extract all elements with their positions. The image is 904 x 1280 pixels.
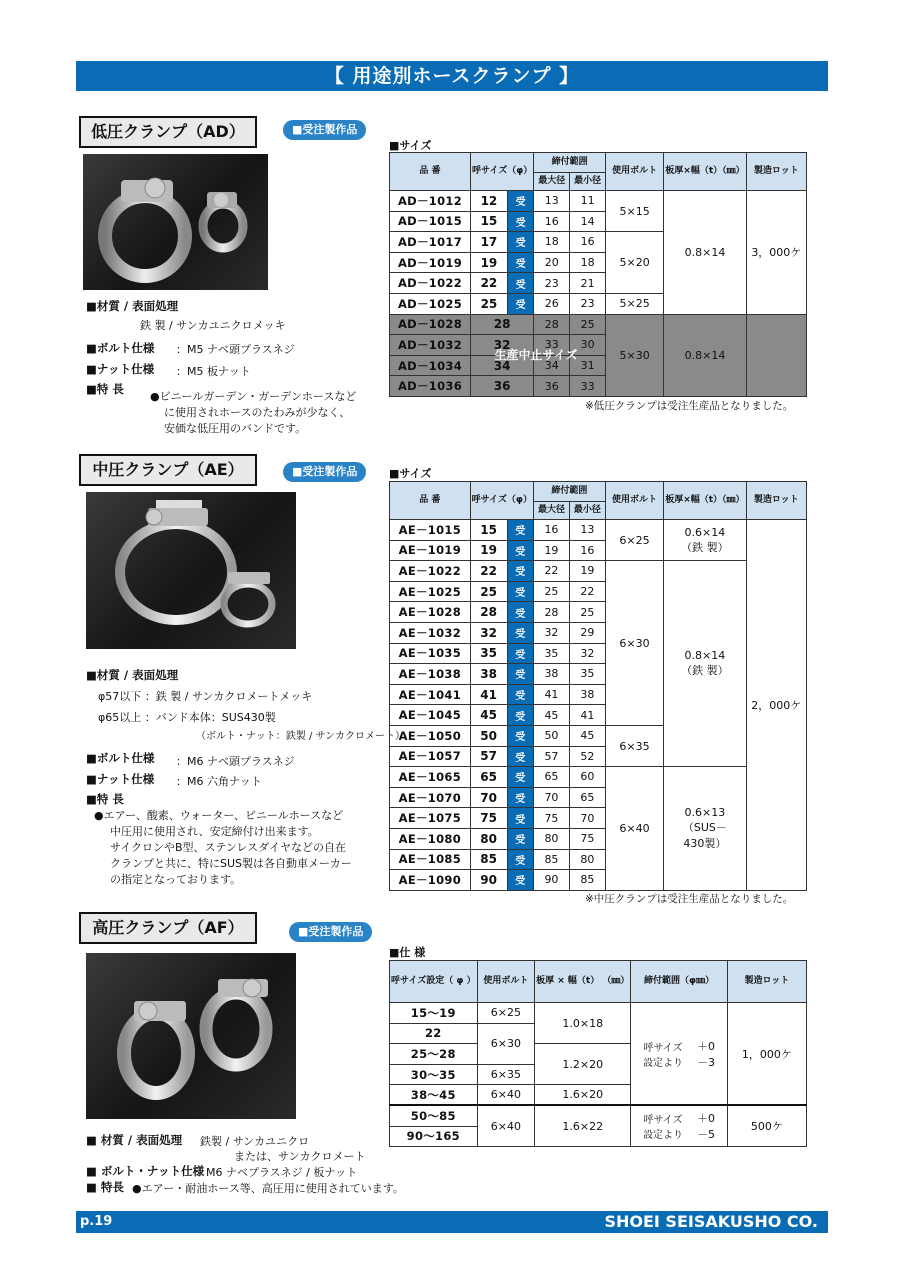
product-code: AD－1025: [390, 293, 471, 314]
product-code: AD－1015: [390, 211, 471, 232]
size-setting: 15～19: [390, 1003, 478, 1024]
order-mark: 受: [507, 293, 533, 314]
af-table: [389, 960, 807, 1147]
order-mark: 受: [507, 767, 533, 788]
ae-h-code: 品 番: [390, 482, 471, 520]
af-material: 鉄製 / サンカユニクロ: [200, 1135, 310, 1148]
table-row: [390, 1105, 807, 1126]
af-h-plate: 板厚 × 幅（t） （㎜）: [535, 961, 631, 1003]
nominal-size: 50: [470, 725, 507, 746]
af-bolt: M6 ナベプラスネジ / 板ナット: [206, 1166, 358, 1179]
min-diameter: 30: [570, 335, 606, 356]
ad-h-size: 呼サイズ（φ）: [470, 153, 533, 191]
tolerance-line: －3: [697, 1055, 716, 1069]
max-diameter: 80: [533, 828, 569, 849]
tolerance-line: ＋0: [697, 1039, 716, 1053]
product-code: AE－1022: [390, 561, 471, 582]
nominal-size: 17: [470, 232, 507, 253]
table-row: [390, 191, 807, 212]
min-diameter: 80: [569, 849, 605, 870]
max-diameter: 57: [533, 746, 569, 767]
af-h-lot: 製造ロット: [727, 961, 806, 1003]
af-feature-label: ■ 特長: [86, 1180, 124, 1194]
ad-nut-label: ■ナット仕様: [86, 362, 155, 376]
nominal-size: 65: [470, 767, 507, 788]
ad-photo: [83, 154, 268, 290]
order-mark: 受: [507, 808, 533, 829]
ae-bolt: ：M6 ナベ頭プラスネジ: [176, 755, 295, 768]
nominal-size: 32: [470, 622, 507, 643]
ae-feature-5: の指定となっております。: [110, 873, 242, 886]
min-diameter: 25: [569, 602, 605, 623]
ae-feature-3: サイクロンやB型、ステンレスダイヤなどの自在: [110, 841, 346, 854]
range-line: 設定より: [643, 1057, 684, 1069]
max-diameter: 38: [533, 664, 569, 685]
min-diameter: 31: [570, 355, 606, 376]
product-code: AE－1032: [390, 622, 471, 643]
min-diameter: 35: [569, 664, 605, 685]
max-diameter: 20: [534, 252, 570, 273]
order-mark: 受: [507, 870, 533, 891]
production-lot: 2，000ケ: [746, 520, 806, 891]
plate-line: 430製）: [683, 836, 727, 850]
order-mark: 受: [507, 622, 533, 643]
ae-table: [389, 481, 807, 891]
min-diameter: 25: [570, 314, 606, 335]
nominal-size: 25: [470, 581, 507, 602]
size-setting: 30～35: [390, 1064, 478, 1085]
min-diameter: 22: [569, 581, 605, 602]
af-photo: [86, 953, 296, 1119]
ae-bolt-label: ■ボルト仕様: [86, 751, 155, 765]
product-code: AE－1057: [390, 746, 471, 767]
ae-material-label: ■材質 / 表面処理: [86, 668, 179, 682]
nominal-size: 15: [470, 520, 507, 541]
min-diameter: 85: [569, 870, 605, 891]
nominal-size: 28: [470, 314, 533, 335]
ae-feature-1: ●エアー、酸素、ウォーター、ビニールホースなど: [94, 809, 344, 822]
min-diameter: 65: [569, 787, 605, 808]
min-diameter: 19: [569, 561, 605, 582]
order-mark: 受: [507, 561, 533, 582]
min-diameter: 29: [569, 622, 605, 643]
nominal-size: 22: [470, 273, 507, 294]
product-code: AD－1028: [390, 314, 471, 335]
ae-feature-4: クランプと共に、特にSUS製は各自動車メーカー: [110, 857, 352, 870]
plate-size: 0.8×14: [664, 191, 746, 315]
company-name: SHOEI SEISAKUSHO CO.: [604, 1212, 818, 1231]
plate-line: 0.6×13: [684, 805, 726, 819]
table-row: [390, 520, 807, 541]
nominal-size: 34: [470, 355, 533, 376]
nominal-size: 36: [470, 376, 533, 397]
size-setting: 25～28: [390, 1044, 478, 1065]
ad-bolt-label: ■ボルト仕様: [86, 341, 155, 355]
order-mark: 受: [507, 725, 533, 746]
ae-h-size: 呼サイズ（φ）: [470, 482, 533, 520]
ae-section-title: 中圧クランプ（AE）: [79, 454, 257, 486]
product-code: AD－1036: [390, 376, 471, 397]
ad-bolt: ：M5 ナベ頭プラスネジ: [176, 343, 295, 356]
product-code: AD－1022: [390, 273, 471, 294]
max-diameter: 13: [534, 191, 570, 212]
min-diameter: 13: [569, 520, 605, 541]
bolt-size: 6×40: [605, 767, 663, 891]
max-diameter: 90: [533, 870, 569, 891]
min-diameter: 52: [569, 746, 605, 767]
ad-note: ※低圧クランプは受注生産品となりました。: [585, 400, 794, 412]
table-row: [390, 767, 807, 788]
max-diameter: 75: [533, 808, 569, 829]
order-mark: 受: [507, 273, 533, 294]
ae-size-label: ■サイズ: [389, 467, 432, 480]
product-code: AE－1050: [390, 725, 471, 746]
ae-nut-label: ■ナット仕様: [86, 772, 155, 786]
order-mark: 受: [507, 191, 533, 212]
max-diameter: 18: [534, 232, 570, 253]
min-diameter: 32: [569, 643, 605, 664]
ae-material-3: （ボルト・ナット：鉄製 / サンカクロメート）: [196, 731, 406, 742]
plate-size: 1.6×22: [535, 1105, 631, 1146]
af-spec-label: ■仕 様: [389, 946, 426, 959]
ad-feature-3: 安価な低圧用のバンドです。: [164, 422, 307, 435]
ae-feature-2: 中圧用に使用され、安定締付け出来ます。: [110, 825, 319, 838]
min-diameter: 23: [570, 293, 606, 314]
ad-h-plate: 板厚×幅（t）（㎜）: [664, 153, 746, 191]
ae-feature-label: ■特 長: [86, 792, 124, 806]
ad-feature-label: ■特 長: [86, 382, 124, 396]
min-diameter: 14: [570, 211, 606, 232]
bolt-size: 6×40: [477, 1085, 535, 1106]
ae-photo: [86, 492, 296, 649]
max-diameter: 23: [534, 273, 570, 294]
ae-h-range: 締付範囲: [533, 482, 605, 502]
ad-section-title: 低圧クランプ（AD）: [79, 116, 257, 148]
max-diameter: 65: [533, 767, 569, 788]
order-mark: 受: [507, 705, 533, 726]
product-code: AE－1065: [390, 767, 471, 788]
ad-material: 鉄 製 / サンカユニクロメッキ: [140, 319, 286, 332]
ad-nut: ：M5 板ナット: [176, 365, 251, 378]
ad-h-min: 最小径: [570, 173, 606, 191]
ae-material-1: φ57以下 ：鉄 製 / サンカクロメートメッキ: [98, 690, 313, 703]
max-diameter: 22: [533, 561, 569, 582]
order-mark: 受: [507, 252, 533, 273]
plate-size: 1.6×20: [535, 1085, 631, 1106]
range-line: 呼サイズ: [643, 1115, 683, 1127]
order-mark: 受: [507, 787, 533, 808]
product-code: AE－1015: [390, 520, 471, 541]
af-h-range: 締付範囲（φ㎜）: [631, 961, 727, 1003]
ad-feature-1: ●ビニールガーデン・ガーデンホースなど: [150, 390, 357, 403]
nominal-size: 90: [470, 870, 507, 891]
bolt-size: 5×20: [606, 232, 664, 294]
order-mark: 受: [507, 211, 533, 232]
nominal-size: 19: [470, 540, 507, 561]
ad-h-code: 品 番: [390, 153, 471, 191]
bolt-size: 6×35: [477, 1064, 535, 1085]
page-footer: [76, 1211, 828, 1233]
af-material-label: ■ 材質 / 表面処理: [86, 1133, 183, 1147]
plate-line: （鉄 製）: [681, 664, 729, 678]
product-code: AE－1025: [390, 581, 471, 602]
max-diameter: 50: [533, 725, 569, 746]
nominal-size: 85: [470, 849, 507, 870]
min-diameter: 75: [569, 828, 605, 849]
min-diameter: 60: [569, 767, 605, 788]
plate-line: （鉄 製）: [681, 540, 729, 554]
bolt-size: 5×25: [606, 293, 664, 314]
ae-material-2: φ65以上 ：バンド本体：SUS430製: [98, 711, 276, 724]
bolt-size: 6×35: [605, 725, 663, 766]
order-mark: 受: [507, 232, 533, 253]
plate-size: [664, 767, 746, 891]
product-code: AE－1038: [390, 664, 471, 685]
min-diameter: 16: [569, 540, 605, 561]
min-diameter: 11: [570, 191, 606, 212]
max-diameter: 36: [534, 376, 570, 397]
min-diameter: 38: [569, 684, 605, 705]
ad-feature-2: に使用されホースのたわみが少なく、: [164, 406, 351, 419]
min-diameter: 18: [570, 252, 606, 273]
max-diameter: 33: [534, 335, 570, 356]
plate-line: 0.8×14: [684, 649, 726, 663]
bolt-size: 5×30: [606, 314, 664, 396]
table-row: [390, 314, 807, 335]
table-row: [390, 561, 807, 582]
order-mark: 受: [507, 520, 533, 541]
product-code: AD－1017: [390, 232, 471, 253]
product-code: AE－1028: [390, 602, 471, 623]
product-code: AD－1019: [390, 252, 471, 273]
af-bolt-label: ■ ボルト・ナット仕様: [86, 1164, 205, 1178]
clamp-range: [631, 1105, 727, 1146]
nominal-size: 19: [470, 252, 507, 273]
max-diameter: 25: [533, 581, 569, 602]
plate-size: [664, 561, 746, 767]
tolerance-line: ＋0: [697, 1112, 716, 1126]
af-feature: ●エアー・耐油ホース等、高圧用に使用されています。: [132, 1182, 404, 1195]
ad-order-badge: ■受注製作品: [283, 120, 366, 140]
ad-h-range: 締付範囲: [534, 153, 606, 173]
min-diameter: 45: [569, 725, 605, 746]
min-diameter: 21: [570, 273, 606, 294]
nominal-size: 41: [470, 684, 507, 705]
product-code: AE－1035: [390, 643, 471, 664]
max-diameter: 26: [534, 293, 570, 314]
order-mark: 受: [507, 746, 533, 767]
af-order-badge: ■受注製作品: [289, 922, 372, 942]
ad-h-bolt: 使用ボルト: [606, 153, 664, 191]
max-diameter: 16: [533, 520, 569, 541]
order-mark: 受: [507, 684, 533, 705]
product-code: AE－1070: [390, 787, 471, 808]
production-lot: 500ケ: [727, 1105, 806, 1146]
size-setting: 90～165: [390, 1126, 478, 1147]
max-diameter: 41: [533, 684, 569, 705]
product-code: AD－1012: [390, 191, 471, 212]
order-mark: 受: [507, 643, 533, 664]
ae-h-bolt: 使用ボルト: [605, 482, 663, 520]
ae-note: ※中圧クランプは受注生産品となりました。: [585, 893, 794, 905]
af-section-title: 高圧クランプ（AF）: [79, 912, 257, 944]
bolt-size: 6×25: [477, 1003, 535, 1024]
order-mark: 受: [507, 581, 533, 602]
plate-size: 0.8×14: [664, 314, 746, 396]
ad-table: [389, 152, 807, 397]
tolerance-line: －5: [697, 1128, 716, 1142]
ad-h-max: 最大径: [534, 173, 570, 191]
order-mark: 受: [507, 540, 533, 561]
nominal-size: 35: [470, 643, 507, 664]
order-mark: 受: [507, 602, 533, 623]
bolt-size: 5×15: [606, 191, 664, 232]
af-h-size: 呼サイズ設定（ φ ）: [390, 961, 478, 1003]
nominal-size: 57: [470, 746, 507, 767]
ad-material-label: ■材質 / 表面処理: [86, 299, 179, 313]
product-code: AE－1075: [390, 808, 471, 829]
nominal-size: 15: [470, 211, 507, 232]
production-lot: [746, 314, 806, 396]
max-diameter: 28: [533, 602, 569, 623]
ae-h-max: 最大径: [533, 502, 569, 520]
plate-size: 1.0×18: [535, 1003, 631, 1044]
max-diameter: 19: [533, 540, 569, 561]
size-setting: 38～45: [390, 1085, 478, 1106]
nominal-size: 28: [470, 602, 507, 623]
size-setting: 50～85: [390, 1105, 478, 1126]
plate-line: 0.6×14: [684, 525, 726, 539]
ae-nut: ：M6 六角ナット: [176, 775, 262, 788]
production-lot: 1，000ケ: [727, 1003, 806, 1106]
bolt-size: 6×30: [477, 1023, 535, 1064]
ae-order-badge: ■受注製作品: [283, 462, 366, 482]
max-diameter: 34: [534, 355, 570, 376]
ad-size-label: ■サイズ: [389, 139, 432, 152]
max-diameter: 35: [533, 643, 569, 664]
min-diameter: 70: [569, 808, 605, 829]
max-diameter: 28: [534, 314, 570, 335]
nominal-size: 70: [470, 787, 507, 808]
af-material-2: または、サンカクロメート: [234, 1150, 366, 1163]
nominal-size: 38: [470, 664, 507, 685]
order-mark: 受: [507, 828, 533, 849]
product-code: AE－1041: [390, 684, 471, 705]
plate-line: （SUS－: [682, 820, 727, 834]
nominal-size: 12: [470, 191, 507, 212]
nominal-size: 32: [470, 335, 533, 356]
plate-size: [664, 520, 746, 561]
ae-h-min: 最小径: [569, 502, 605, 520]
nominal-size: 22: [470, 561, 507, 582]
product-code: AE－1080: [390, 828, 471, 849]
min-diameter: 16: [570, 232, 606, 253]
min-diameter: 33: [570, 376, 606, 397]
range-line: 呼サイズ: [643, 1042, 683, 1054]
max-diameter: 16: [534, 211, 570, 232]
nominal-size: 75: [470, 808, 507, 829]
order-mark: 受: [507, 849, 533, 870]
ae-h-lot: 製造ロット: [746, 482, 806, 520]
order-mark: 受: [507, 664, 533, 685]
clamp-range: [631, 1003, 727, 1106]
product-code: AD－1032: [390, 335, 471, 356]
ad-h-lot: 製造ロット: [746, 153, 806, 191]
plate-size: 1.2×20: [535, 1044, 631, 1085]
product-code: AE－1019: [390, 540, 471, 561]
ae-h-plate: 板厚×幅（t）（㎜）: [664, 482, 746, 520]
max-diameter: 32: [533, 622, 569, 643]
bolt-size: 6×25: [605, 520, 663, 561]
page-title: 【 用途別ホースクランプ 】: [76, 61, 828, 91]
max-diameter: 85: [533, 849, 569, 870]
product-code: AE－1090: [390, 870, 471, 891]
size-setting: 22: [390, 1023, 478, 1044]
bolt-size: 6×40: [477, 1105, 535, 1146]
range-line: 設定より: [643, 1130, 684, 1142]
product-code: AD－1034: [390, 355, 471, 376]
ad-discontinued: 生産中止サイズ: [494, 348, 578, 362]
product-code: AE－1085: [390, 849, 471, 870]
page-number: p.19: [80, 1214, 113, 1229]
bolt-size: 6×30: [605, 561, 663, 726]
nominal-size: 80: [470, 828, 507, 849]
nominal-size: 45: [470, 705, 507, 726]
max-diameter: 70: [533, 787, 569, 808]
product-code: AE－1045: [390, 705, 471, 726]
max-diameter: 45: [533, 705, 569, 726]
min-diameter: 41: [569, 705, 605, 726]
nominal-size: 25: [470, 293, 507, 314]
table-row: [390, 1003, 807, 1024]
af-h-bolt: 使用ボルト: [477, 961, 535, 1003]
production-lot: 3，000ケ: [746, 191, 806, 315]
